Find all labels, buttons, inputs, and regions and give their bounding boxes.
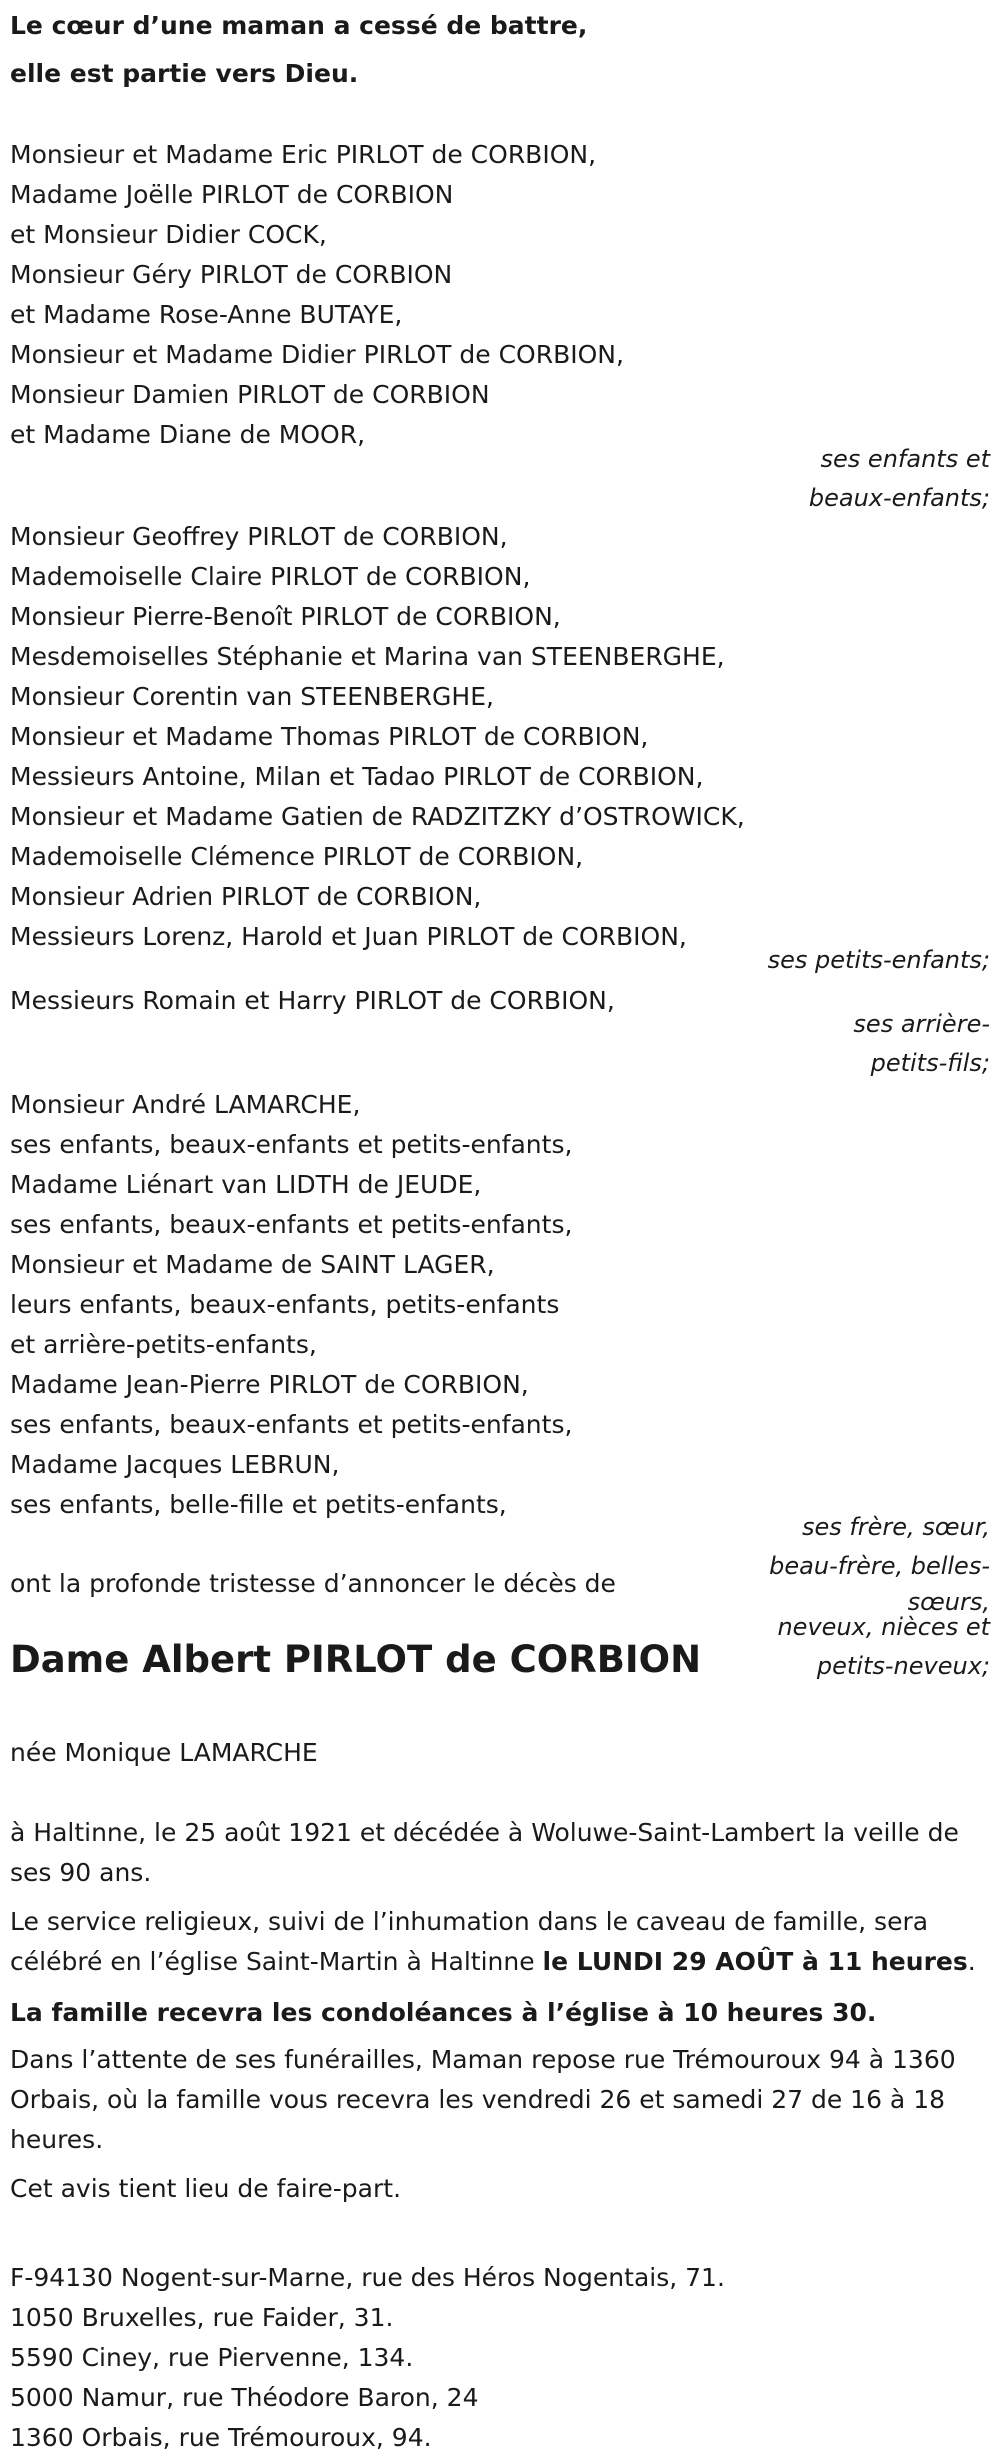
address-line: 5590 Ciney, rue Piervenne, 134.	[10, 2343, 414, 2372]
address-line: 5000 Namur, rue Théodore Baron, 24	[10, 2383, 479, 2412]
condolences: La famille recevra les condoléances à l’église à 10 heures 30.	[10, 1998, 877, 2027]
family-line: et Madame Rose-Anne BUTAYE,	[10, 300, 403, 329]
family-line: Mademoiselle Clémence PIRLOT de CORBION,	[10, 842, 584, 871]
family-line: Mademoiselle Claire PIRLOT de CORBION,	[10, 562, 531, 591]
address-line: F-94130 Nogent-sur-Marne, rue des Héros Nogentais, 71.	[10, 2263, 725, 2292]
rest-paragraph: Dans l’attente de ses funérailles, Maman repose rue Trémouroux 94 à 1360 Orbais, où la famille vous recevra les vendredi 26 et samedi 27 de 16 à 18 heures.	[10, 2045, 956, 2154]
family-line: Madame Liénart van LIDTH de JEUDE,	[10, 1170, 482, 1199]
family-line: ses enfants, beaux-enfants et petits-enfants,	[10, 1210, 573, 1239]
family-line: Monsieur Damien PIRLOT de CORBION	[10, 380, 490, 409]
family-line: ses enfants, beaux-enfants et petits-enfants,	[10, 1130, 573, 1159]
role-label: petits-neveux;	[816, 1652, 990, 1680]
family-line: Messieurs Romain et Harry PIRLOT de CORBION,	[10, 986, 615, 1015]
service-paragraph	[10, 1902, 990, 1982]
family-line: et Madame Diane de MOOR,	[10, 420, 366, 449]
role-label: ses petits-enfants;	[767, 946, 990, 974]
role-label: beau-frère, belles-	[769, 1552, 990, 1580]
family-line: Monsieur et Madame de SAINT LAGER,	[10, 1250, 495, 1279]
maiden-name: née Monique LAMARCHE	[10, 1738, 318, 1767]
role-label: beaux-enfants;	[808, 484, 990, 512]
family-line: Monsieur et Madame Thomas PIRLOT de CORBION,	[10, 722, 649, 751]
birth-paragraph: à Haltinne, le 25 août 1921 et décédée à Woluwe-Saint-Lambert la veille de ses 90 ans.	[10, 1818, 959, 1887]
role-label: ses enfants et	[820, 445, 990, 473]
role-label: ses arrière-	[853, 1010, 990, 1038]
family-line: ses enfants, belle-fille et petits-enfants,	[10, 1490, 507, 1519]
role-label: petits-fils;	[870, 1049, 990, 1077]
family-line: et Monsieur Didier COCK,	[10, 220, 327, 249]
deceased-name: Dame Albert PIRLOT de CORBION	[10, 1638, 702, 1681]
family-line: Monsieur Geoffrey PIRLOT de CORBION,	[10, 522, 508, 551]
service-end: .	[967, 1947, 976, 1976]
header-line: elle est partie vers Dieu.	[10, 59, 359, 88]
role-label: neveux, nièces et	[777, 1613, 990, 1641]
address-line: 1050 Bruxelles, rue Faider, 31.	[10, 2303, 394, 2332]
service-date: le LUNDI 29 AOÛT à 11 heures	[542, 1947, 968, 1976]
announcement: ont la profonde tristesse d’annoncer le décès de	[10, 1569, 616, 1598]
family-line: Monsieur Pierre-Benoît PIRLOT de CORBION,	[10, 602, 561, 631]
family-line: Monsieur et Madame Didier PIRLOT de CORBION,	[10, 340, 624, 369]
family-line: Monsieur André LAMARCHE,	[10, 1090, 361, 1119]
role-label: ses frère, sœur,	[801, 1513, 990, 1541]
family-line: Monsieur Corentin van STEENBERGHE,	[10, 682, 494, 711]
family-line: Monsieur et Madame Eric PIRLOT de CORBION,	[10, 140, 597, 169]
family-line: Madame Jacques LEBRUN,	[10, 1450, 340, 1479]
family-line: Monsieur et Madame Gatien de RADZITZKY d’OSTROWICK,	[10, 802, 745, 831]
service-text: Le service religieux, suivi de l’inhumation dans le caveau de famille, sera célébré en l’église Saint-Martin à Haltinne	[10, 1907, 929, 1976]
family-line: Monsieur Géry PIRLOT de CORBION	[10, 260, 453, 289]
notice: Cet avis tient lieu de faire-part.	[10, 2174, 402, 2203]
family-line: Messieurs Antoine, Milan et Tadao PIRLOT de CORBION,	[10, 762, 704, 791]
family-line: Mesdemoiselles Stéphanie et Marina van STEENBERGHE,	[10, 642, 725, 671]
family-line: et arrière-petits-enfants,	[10, 1330, 317, 1359]
family-line: leurs enfants, beaux-enfants, petits-enfants	[10, 1290, 560, 1319]
family-line: Messieurs Lorenz, Harold et Juan PIRLOT de CORBION,	[10, 922, 687, 951]
family-line: ses enfants, beaux-enfants et petits-enfants,	[10, 1410, 573, 1439]
header-line: Le cœur d’une maman a cessé de battre,	[10, 11, 588, 40]
role-label: sœurs,	[907, 1588, 990, 1616]
family-line: Madame Jean-Pierre PIRLOT de CORBION,	[10, 1370, 529, 1399]
family-line: Madame Joëlle PIRLOT de CORBION	[10, 180, 454, 209]
family-line: Monsieur Adrien PIRLOT de CORBION,	[10, 882, 482, 911]
address-line: 1360 Orbais, rue Trémouroux, 94.	[10, 2423, 432, 2452]
